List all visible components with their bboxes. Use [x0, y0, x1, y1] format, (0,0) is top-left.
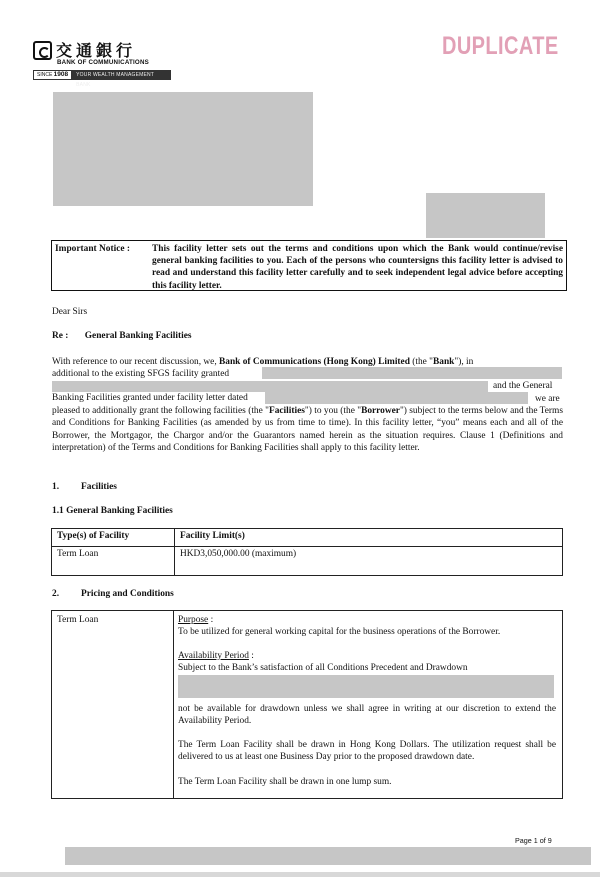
important-notice-box	[51, 240, 567, 291]
purpose-block: Purpose : To be utilized for general working capital for the business operations of the Borrower.	[178, 614, 556, 639]
notice-text: This facility letter sets out the terms and conditions upon which the Bank would continue/revise general banking facilities to you. Each of the persons who countersigns this facility letter is advised to read and understand this facility letter carefully and to seek independent legal advice before accepting this facility letter.	[152, 244, 563, 291]
lump-sum-text: The Term Loan Facility shall be drawn in one lump sum.	[178, 777, 392, 787]
section-2-heading: 2. Pricing and Conditions	[52, 589, 174, 599]
availability-block: Availability Period : Subject to the Bank’s satisfaction of all Conditions Precedent and Drawdown	[178, 650, 556, 675]
intro-rest: pleased to additionally grant the following facilities (the "Facilities") to you (the "Borrower") subject to the terms below and the Terms and Conditions for Banking Facilities (as amended by us from time to time). In this facility letter, “you” means each and all of the Borrower, the Mortgagor, the Chargor and/or the Guarantors named herein as the situation requires. Clause 1 (Definitions and interpretation) of the Terms and Conditions for Banking Facilities shall apply to this facility letter.	[52, 406, 563, 454]
availability-heading: Availability Period	[178, 651, 249, 661]
redacted-facility-detail	[262, 367, 562, 379]
intro-line-4-end: we are	[535, 394, 560, 404]
logo-tagline-bar	[33, 70, 171, 89]
logo-chinese-name: 交通銀行	[56, 41, 137, 60]
redacted-date-block	[426, 193, 545, 238]
duplicate-stamp: DUPLICATE	[442, 32, 559, 60]
table-row	[52, 547, 563, 576]
bank-logo-icon	[33, 41, 52, 60]
table-header-cell: Type(s) of Facility	[52, 529, 175, 547]
redacted-availability-detail	[178, 675, 554, 698]
availability-line-1: Subject to the Bank’s satisfaction of all Conditions Precedent and Drawdown	[178, 663, 468, 674]
section-1-1-heading: 1.1 General Banking Facilities	[52, 506, 173, 516]
redacted-address-block	[53, 92, 313, 206]
re-label: Re :	[52, 331, 69, 341]
re-subject: General Banking Facilities	[84, 331, 192, 341]
salutation: Dear Sirs	[52, 307, 88, 317]
table-header-row	[52, 529, 563, 547]
bank-name: Bank of Communications (Hong Kong) Limited	[219, 357, 410, 367]
redacted-letter-date	[265, 392, 528, 404]
logo-tagline: YOUR WEALTH MANAGEMENT BANK	[72, 70, 171, 80]
purpose-text: To be utilized for general working capital for the business operations of the Borrower.	[178, 627, 501, 638]
redacted-footer-reference	[65, 847, 591, 865]
intro-line-2: additional to the existing SFGS facility granted	[52, 369, 230, 379]
intro-line-1: With reference to our recent discussion, we, Bank of Communications (Hong Kong) Limited (the "Bank"), in	[52, 357, 474, 367]
re-line	[52, 330, 563, 342]
table-cell: Term Loan	[52, 547, 175, 576]
section-1-heading: 1. Facilities	[52, 482, 117, 492]
table-header-cell: Facility Limit(s)	[175, 529, 563, 547]
pricing-facility-name: Term Loan	[57, 615, 99, 625]
page-bottom-edge	[0, 872, 600, 877]
availability-line-2: not be available for drawdown unless we shall agree in writing at our discretion to extend the Availability Period.	[178, 704, 556, 727]
intro-line-3-end: and the General	[493, 381, 553, 391]
bank-logo	[33, 40, 171, 89]
purpose-heading: Purpose	[178, 615, 209, 625]
drawdown-text: The Term Loan Facility shall be drawn in Hong Kong Dollars. The utilization request shall be delivered to us at least one Business Day prior to the proposed drawdown date.	[178, 740, 556, 763]
notice-label: Important Notice :	[55, 244, 130, 254]
logo-english-name: BANK OF COMMUNICATIONS	[57, 59, 149, 67]
facility-table	[51, 528, 563, 576]
page-number: Page 1 of 9	[515, 836, 552, 845]
table-cell: HKD3,050,000.00 (maximum)	[175, 547, 563, 576]
logo-since: SINCE 1908	[33, 70, 72, 80]
redacted-facility-detail-2	[52, 381, 488, 392]
pricing-table-divider	[173, 610, 174, 799]
intro-line-4: Banking Facilities granted under facility letter dated	[52, 393, 248, 403]
